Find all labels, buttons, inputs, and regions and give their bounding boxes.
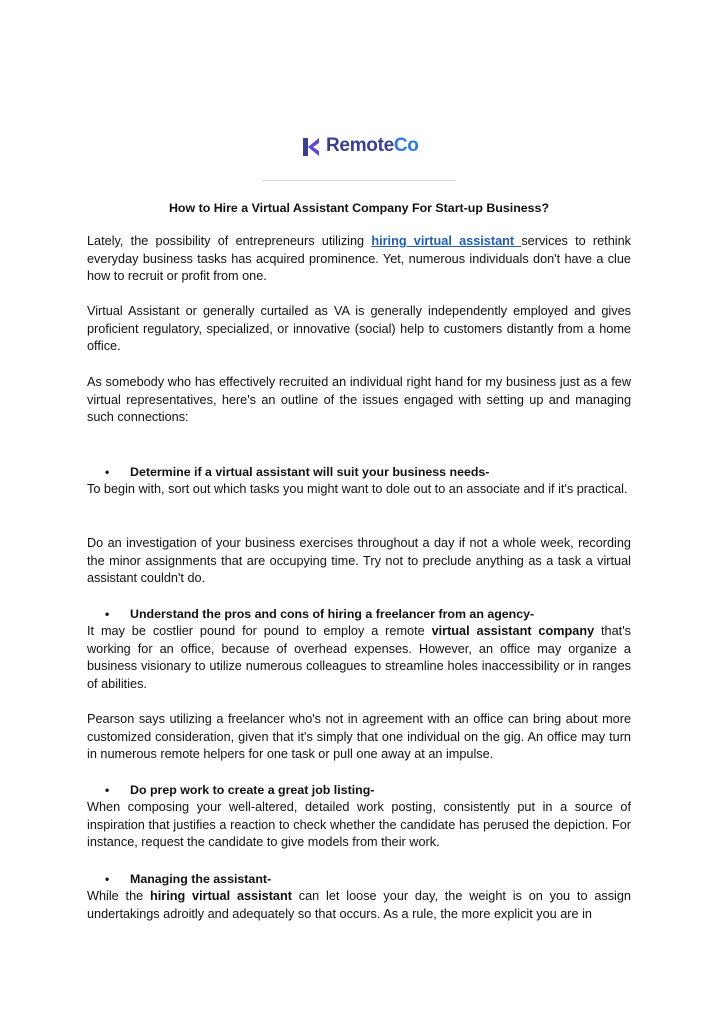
p9-text-end: can let loose your day, the weight is on you to assign undertakings adroitly and adequately so that occurs. As a rule, the more explicit you are in (87, 889, 631, 921)
bullet-heading-2-text: Understand the pros and cons of hiring a freelancer from an agency- (130, 607, 535, 621)
paragraph-3: As somebody who has effectively recruited an individual right hand for my business just as a few virtual representatives, here's an outline of the issues engaged with setting up and managing such connections: (87, 375, 631, 425)
p6-bold-phrase: virtual assistant company (431, 624, 595, 638)
remoteco-logo (262, 122, 456, 181)
bullet-dot-icon: • (105, 783, 110, 797)
p9-bold-phrase: hiring virtual assistant (150, 889, 292, 903)
document-title: How to Hire a Virtual Assistant Company For Start-up Business? (168, 201, 550, 215)
p6-text-end: that's working for an office, because of overhead expenses. However, an office may organize a business visionary to utilize numerous colleagues to streamline holes inaccessibility or in ranges of abilities. (87, 624, 631, 692)
paragraph-8: When composing your well-altered, detailed work posting, consistently put in a source of inspiration that justifies a reaction to check whether the candidate has perused the depiction. For instance, request the candidate to give models from their work. (87, 800, 631, 850)
bullet-heading-4-text: Managing the assistant- (130, 872, 272, 886)
logo-text-co: Co (393, 135, 419, 156)
p1-text-end: services to rethink everyday business tasks has acquired prominence. Yet, numerous individuals don't have a clue how to recruit or profit from one. (87, 234, 631, 284)
paragraph-1 (87, 233, 631, 286)
remoteco-k-icon (303, 138, 320, 156)
paragraph-5: Do an investigation of your business exercises throughout a day if not a whole week, recording the minor assignments that are occupying time. Try not to preclude anything as a task a virtual assistant couldn't do. (87, 536, 631, 586)
logo-text-remote: Remote (326, 135, 394, 156)
bullet-heading-2 (105, 605, 635, 623)
bullet-dot-icon: • (105, 607, 110, 621)
paragraph-6 (87, 623, 631, 694)
bullet-heading-1-text: Determine if a virtual assistant will suit your business needs- (130, 465, 490, 479)
bullet-dot-icon: • (105, 872, 110, 886)
bullet-heading-3 (105, 781, 635, 799)
bullet-heading-1 (105, 463, 635, 481)
paragraph-2: Virtual Assistant or generally curtailed as VA is generally independently employed and gives proficient regulatory, specialized, or innovative (social) help to customers distantly from a home office. (87, 304, 631, 354)
hiring-virtual-assistant-link[interactable]: hiring virtual assistant (371, 234, 522, 248)
logo-wordmark (326, 135, 419, 157)
p1-text-start: Lately, the possibility of entrepreneurs utilizing (87, 234, 372, 248)
bullet-heading-4 (105, 870, 635, 888)
paragraph-7: Pearson says utilizing a freelancer who's not in agreement with an office can bring about more customized consideration, given that it's simply that one individual on the gig. An office may turn in numerous remote helpers for one task or pull one away at an impulse. (87, 712, 631, 762)
paragraph-4: To begin with, sort out which tasks you might want to dole out to an associate and if it's practical. (87, 482, 628, 496)
p6-text-start: It may be costlier pound for pound to employ a remote (87, 624, 432, 638)
paragraph-9 (87, 888, 631, 923)
bullet-heading-3-text: Do prep work to create a great job listing- (130, 783, 375, 797)
bullet-dot-icon: • (105, 465, 110, 479)
p9-text-start: While the (87, 889, 150, 903)
